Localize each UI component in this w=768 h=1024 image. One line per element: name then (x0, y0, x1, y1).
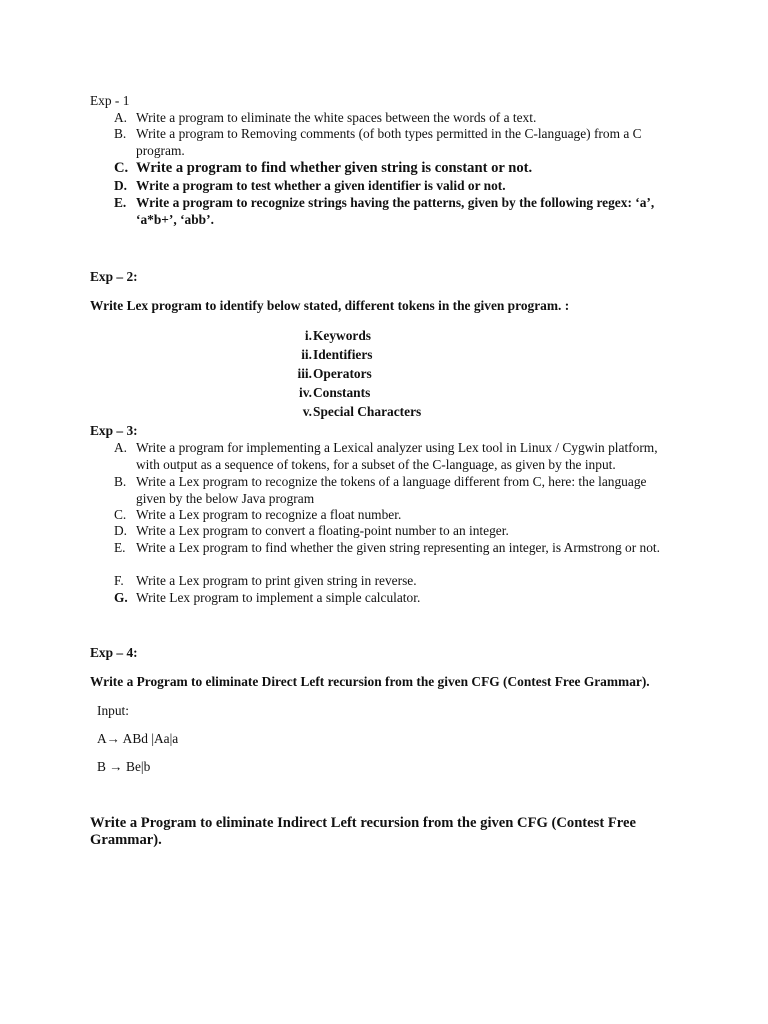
list-marker: G. (114, 590, 128, 605)
list-text: Special Characters (313, 404, 422, 419)
exp4-task: Write a Program to eliminate Direct Left recursion from the given CFG (Contest Free Grammar). (90, 674, 650, 689)
list-text: Write a Lex program to recognize a float number. (136, 507, 402, 522)
list-text: Write a program to eliminate the white spaces between the words of a text. (136, 110, 537, 125)
list-item (114, 573, 676, 590)
grammar-rule: B → Be|b (97, 759, 151, 774)
list-text: Write a Lex program to find whether the given string representing an integer, is Armstrong or not. (136, 540, 660, 555)
list-text: Write a program for implementing a Lexical analyzer using Lex tool in Linux / Cygwin platform, with output as a sequence of tokens, for a subset of the C-language, as given by the input. (136, 440, 658, 472)
list-item (280, 345, 480, 364)
list-item (114, 178, 676, 195)
input-label: Input: (97, 703, 129, 718)
list-item (114, 195, 676, 228)
list-text: Write a program to find whether given string is constant or not. (136, 160, 533, 176)
list-marker: i. (304, 328, 312, 343)
list-item (280, 383, 480, 402)
list-text: Write Lex program to implement a simple calculator. (136, 590, 421, 605)
exp1-list (114, 110, 676, 228)
exp4-task-indirect: Write a Program to eliminate Indirect Left recursion from the given CFG (Contest Free Grammar). (90, 815, 636, 848)
list-item (114, 523, 676, 540)
list-marker: v. (302, 404, 312, 419)
list-text: Operators (313, 366, 372, 381)
list-text: Write a program to Removing comments (of both types permitted in the C-language) from a C program. (136, 126, 642, 158)
list-item (280, 402, 480, 421)
list-marker: iii. (297, 366, 312, 381)
exp4-heading: Exp – 4: (90, 645, 138, 660)
grammar-rule: A→ ABd |Aa|a (97, 731, 179, 746)
exp1-heading: Exp - 1 (90, 93, 130, 108)
list-item (114, 440, 676, 474)
list-text: Constants (313, 385, 371, 400)
list-text: Write a program to test whether a given identifier is valid or not. (136, 178, 506, 193)
list-item (114, 110, 676, 126)
list-marker: E. (114, 540, 126, 555)
list-text: Write a Lex program to convert a floating-point number to an integer. (136, 523, 509, 538)
list-marker: iv. (298, 385, 312, 400)
list-item (114, 160, 676, 178)
list-item (114, 474, 676, 507)
list-text: Write a Lex program to recognize the tokens of a language different from C, here: the language given by the below Java program (136, 474, 647, 506)
list-marker: B. (114, 474, 127, 489)
list-marker: D. (114, 523, 128, 538)
list-text: Keywords (313, 328, 372, 343)
exp2-intro: Write Lex program to identify below stated, different tokens in the given program. : (90, 298, 570, 313)
list-item (114, 507, 676, 523)
list-text: Identifiers (313, 347, 373, 362)
list-marker: E. (114, 195, 127, 210)
list-text: Write a Lex program to print given string in reverse. (136, 573, 417, 588)
list-marker: B. (114, 126, 127, 141)
list-item (280, 364, 480, 383)
list-item (114, 126, 676, 160)
list-marker: A. (114, 440, 128, 455)
list-item (280, 326, 480, 345)
list-item (114, 540, 676, 573)
list-marker: A. (114, 110, 128, 125)
list-marker: C. (114, 160, 129, 176)
list-item (114, 590, 676, 607)
exp2-heading: Exp – 2: (90, 269, 138, 284)
exp3-heading: Exp – 3: (90, 423, 138, 438)
list-text: Write a program to recognize strings having the patterns, given by the following regex: ‘a’, ‘a*b+’, ‘abb’. (136, 195, 655, 227)
exp3-list (114, 440, 676, 607)
list-marker: ii. (301, 347, 312, 362)
list-marker: F. (114, 573, 124, 588)
list-marker: D. (114, 178, 128, 193)
exp2-token-list (280, 326, 480, 421)
list-marker: C. (114, 507, 127, 522)
